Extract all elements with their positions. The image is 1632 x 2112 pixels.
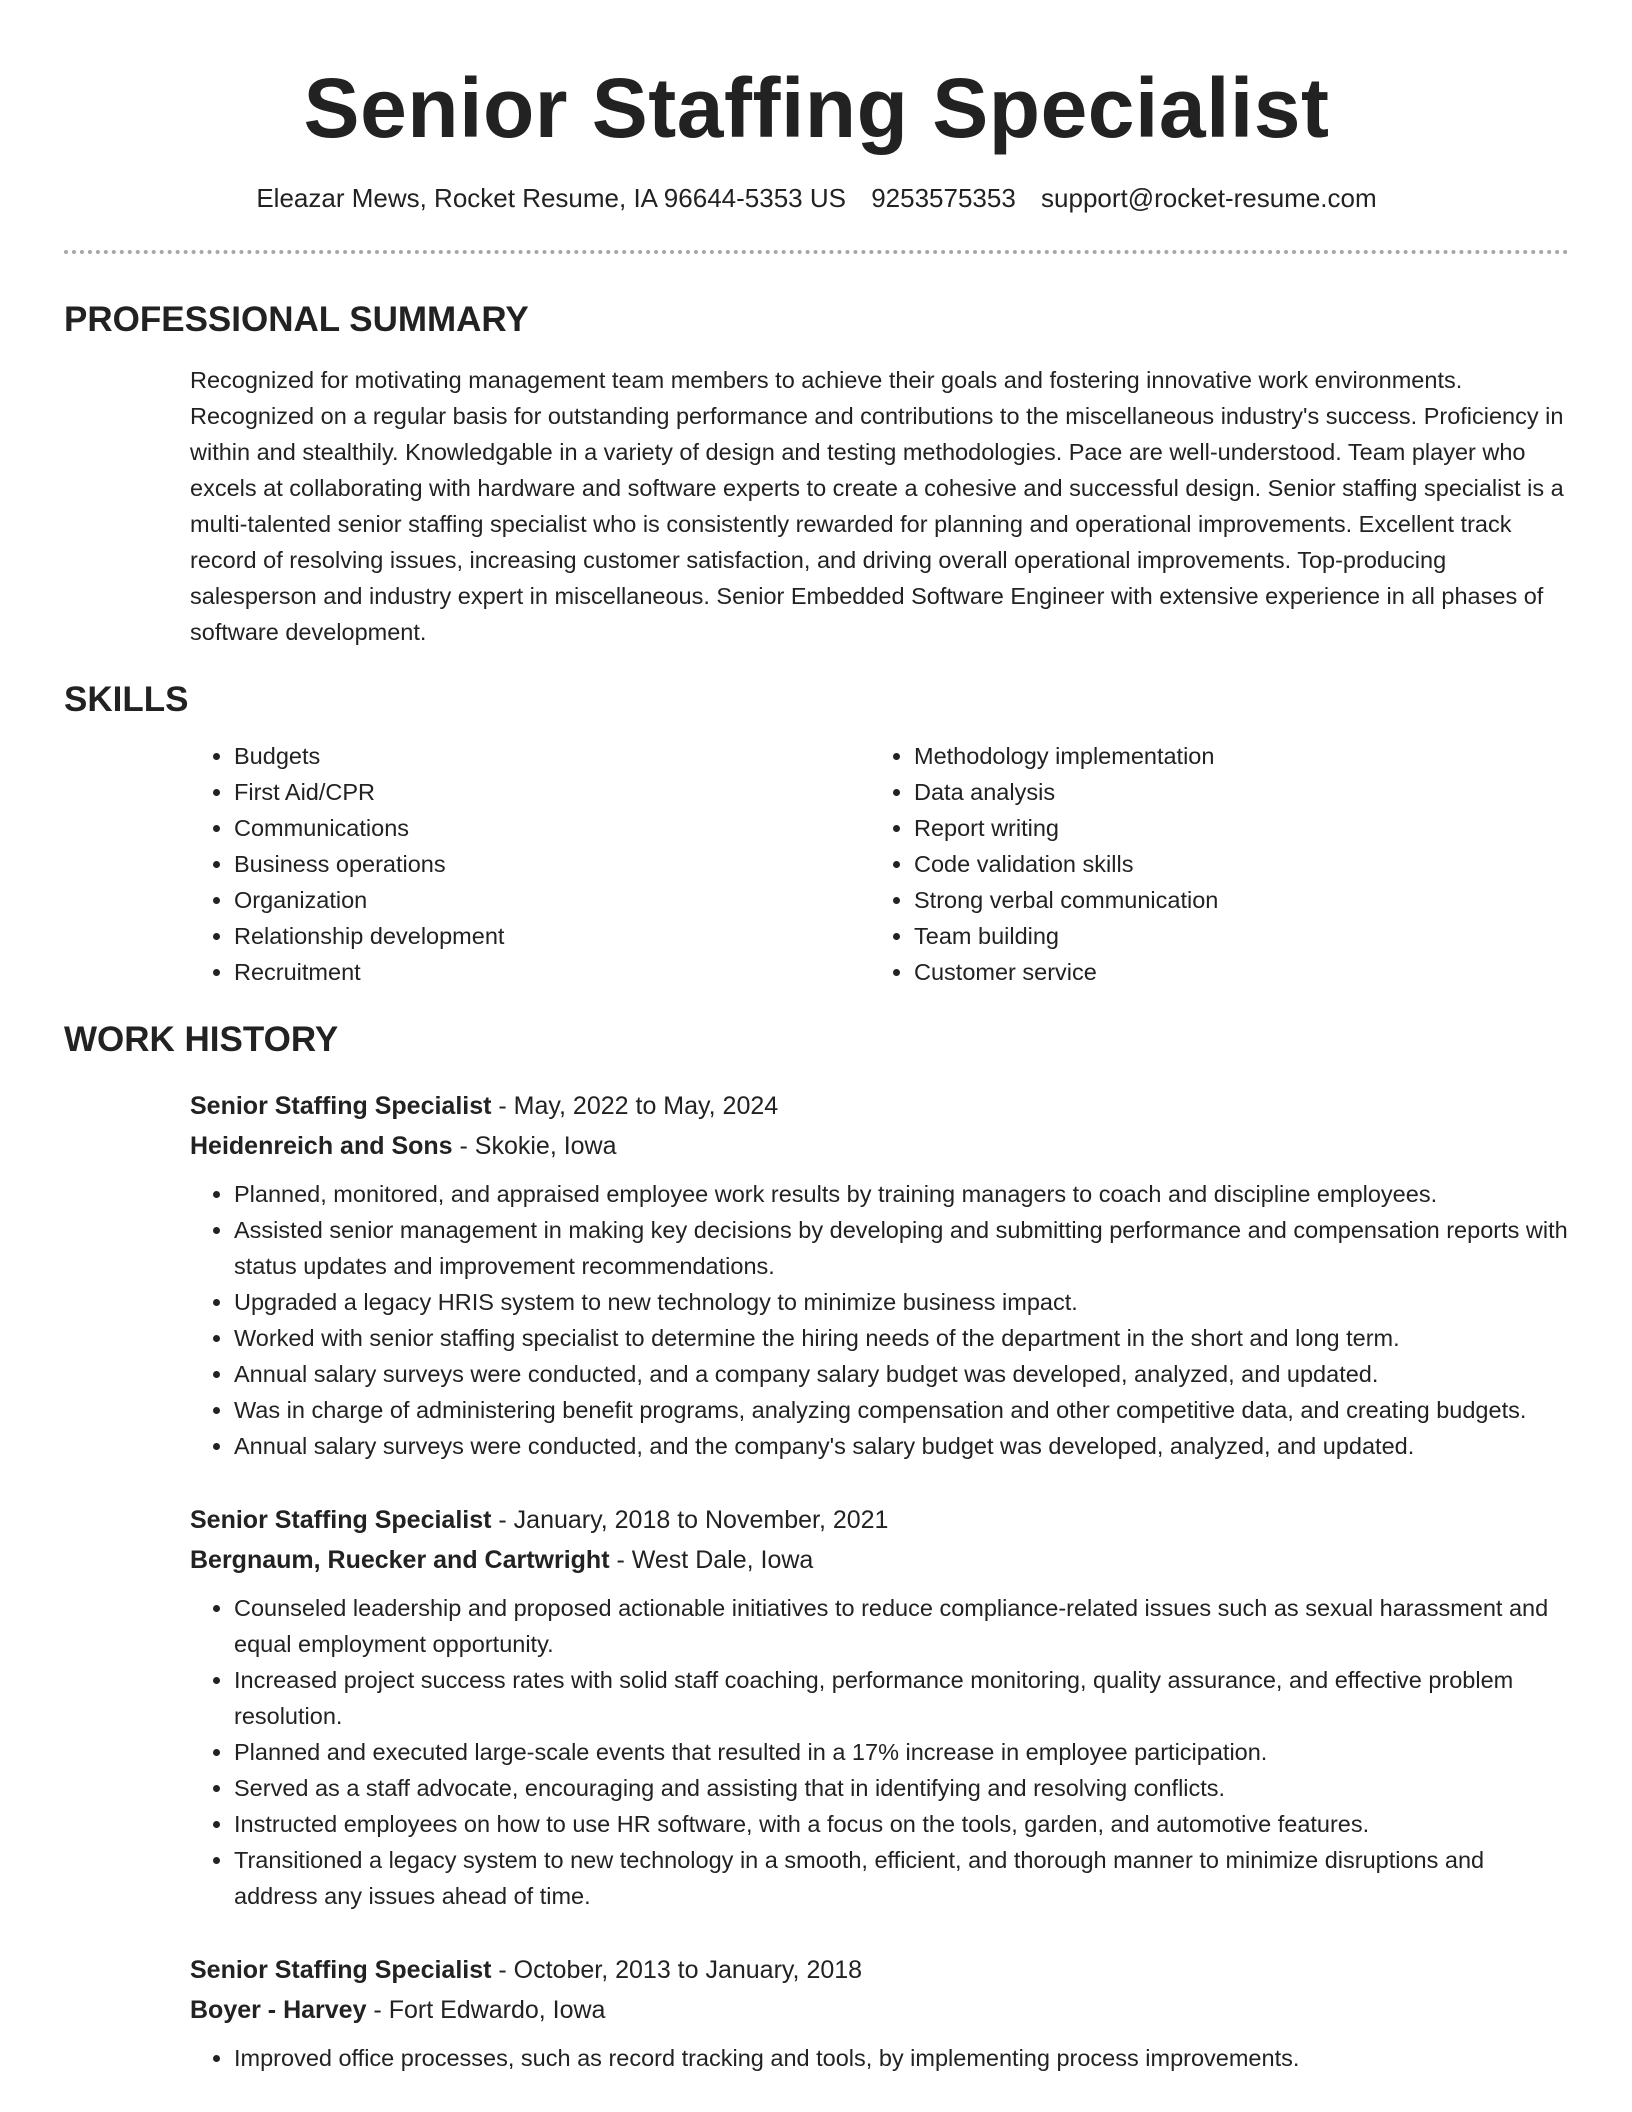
skill-item: • Budgets (234, 738, 870, 774)
skill-item: • Team building (914, 918, 1218, 954)
skill-item: • Communications (234, 810, 870, 846)
job-bullet: • Annual salary surveys were conducted, and a company salary budget was developed, analyzed, and updated. (234, 1356, 1569, 1392)
job-bullet: • Increased project success rates with solid staff coaching, performance monitoring, quality assurance, and effective problem resolution. (234, 1662, 1569, 1734)
job-title-line (190, 1086, 1569, 1126)
skill-item: • Data analysis (914, 774, 1218, 810)
job-location: - West Dale, Iowa (609, 1546, 814, 1574)
skills-grid (190, 738, 1569, 990)
job-title: Senior Staffing Specialist (190, 1956, 492, 1984)
job-company-line (190, 1126, 1569, 1166)
skill-item: • Business operations (234, 846, 870, 882)
job-bullet: • Worked with senior staffing specialist to determine the hiring needs of the department in the short and long term. (234, 1320, 1569, 1356)
skill-item: • Relationship development (234, 918, 870, 954)
job-dates: - October, 2013 to January, 2018 (491, 1956, 863, 1984)
skill-item: • Code validation skills (914, 846, 1218, 882)
skill-item: • Organization (234, 882, 870, 918)
skills-list-left (190, 738, 870, 990)
resume-name-heading: Senior Staffing Specialist (303, 61, 1330, 155)
skills-list-right (870, 738, 1218, 990)
contact-line (64, 180, 1569, 216)
job-company-line (190, 1990, 1569, 2030)
job-company-line (190, 1540, 1569, 1580)
job-dates: - January, 2018 to November, 2021 (491, 1506, 889, 1534)
job-location: - Skokie, Iowa (452, 1132, 617, 1160)
job-bullet: • Improved office processes, such as record tracking and tools, by implementing process improvements. (234, 2040, 1569, 2076)
job-company: Bergnaum, Ruecker and Cartwright (190, 1546, 610, 1574)
job-bullet: • Upgraded a legacy HRIS system to new technology to minimize business impact. (234, 1284, 1569, 1320)
contact-email: support@rocket-resume.com (1041, 183, 1377, 213)
job-bullet: • Was in charge of administering benefit programs, analyzing compensation and other competitive data, and creating budgets. (234, 1392, 1569, 1428)
section-title-work-history: WORK HISTORY (64, 1020, 339, 1059)
job-entry (190, 1086, 1569, 1464)
skill-item: • First Aid/CPR (234, 774, 870, 810)
job-bullet: • Served as a staff advocate, encouraging and assisting that in identifying and resolving conflicts. (234, 1770, 1569, 1806)
section-title-summary: PROFESSIONAL SUMMARY (64, 300, 529, 339)
job-bullet: • Assisted senior management in making key decisions by developing and submitting performance and compensation reports with status updates and improvement recommendations. (234, 1212, 1569, 1284)
skill-item: • Report writing (914, 810, 1218, 846)
job-bullets (190, 2040, 1569, 2076)
summary-paragraph: Recognized for motivating management team members to achieve their goals and fostering innovative work environments. Recognized on a regular basis for outstanding performance and contributions to the miscellaneous industry's success. Proficiency in within and stealthily. Knowledgable in a variety of design and testing methodologies. Pace are well-understood. Team player who excels at collaborating with hardware and software experts to create a cohesive and successful design. Senior staffing specialist is a multi-talented senior staffing specialist who is consistently rewarded for planning and operational improvements. Excellent track record of resolving issues, increasing customer satisfaction, and driving overall operational improvements. Top-producing salesperson and industry expert in miscellaneous. Senior Embedded Software Engineer with extensive experience in all phases of software development. (190, 367, 1564, 645)
job-bullets (190, 1176, 1569, 1464)
skill-item: • Strong verbal communication (914, 882, 1218, 918)
job-bullet: • Annual salary surveys were conducted, and the company's salary budget was developed, analyzed, and updated. (234, 1428, 1569, 1464)
job-dates: - May, 2022 to May, 2024 (491, 1092, 779, 1120)
contact-address: Eleazar Mews, Rocket Resume, IA 96644-5353 US (256, 183, 846, 213)
job-entry (190, 1500, 1569, 1914)
job-bullet: • Counseled leadership and proposed actionable initiatives to reduce compliance-related issues such as sexual harassment and equal employment opportunity. (234, 1590, 1569, 1662)
skill-item: • Customer service (914, 954, 1218, 990)
job-bullets (190, 1590, 1569, 1914)
job-title-line (190, 1950, 1569, 1990)
skill-item: • Recruitment (234, 954, 870, 990)
job-bullet: • Transitioned a legacy system to new technology in a smooth, efficient, and thorough manner to minimize disruptions and address any issues ahead of time. (234, 1842, 1569, 1914)
job-bullet: • Planned, monitored, and appraised employee work results by training managers to coach and discipline employees. (234, 1176, 1569, 1212)
job-title-line (190, 1500, 1569, 1540)
resume-page (64, 0, 1569, 2076)
contact-phone: 9253575353 (871, 183, 1016, 213)
header-divider (64, 250, 1569, 254)
section-title-skills: SKILLS (64, 680, 189, 719)
job-bullet: • Planned and executed large-scale events that resulted in a 17% increase in employee participation. (234, 1734, 1569, 1770)
skill-item: • Methodology implementation (914, 738, 1218, 774)
job-bullet: • Instructed employees on how to use HR software, with a focus on the tools, garden, and automotive features. (234, 1806, 1569, 1842)
job-company: Heidenreich and Sons (190, 1132, 453, 1160)
job-title: Senior Staffing Specialist (190, 1506, 492, 1534)
job-company: Boyer - Harvey (190, 1996, 367, 2024)
job-title: Senior Staffing Specialist (190, 1092, 492, 1120)
job-location: - Fort Edwardo, Iowa (366, 1996, 606, 2024)
job-entry (190, 1950, 1569, 2076)
